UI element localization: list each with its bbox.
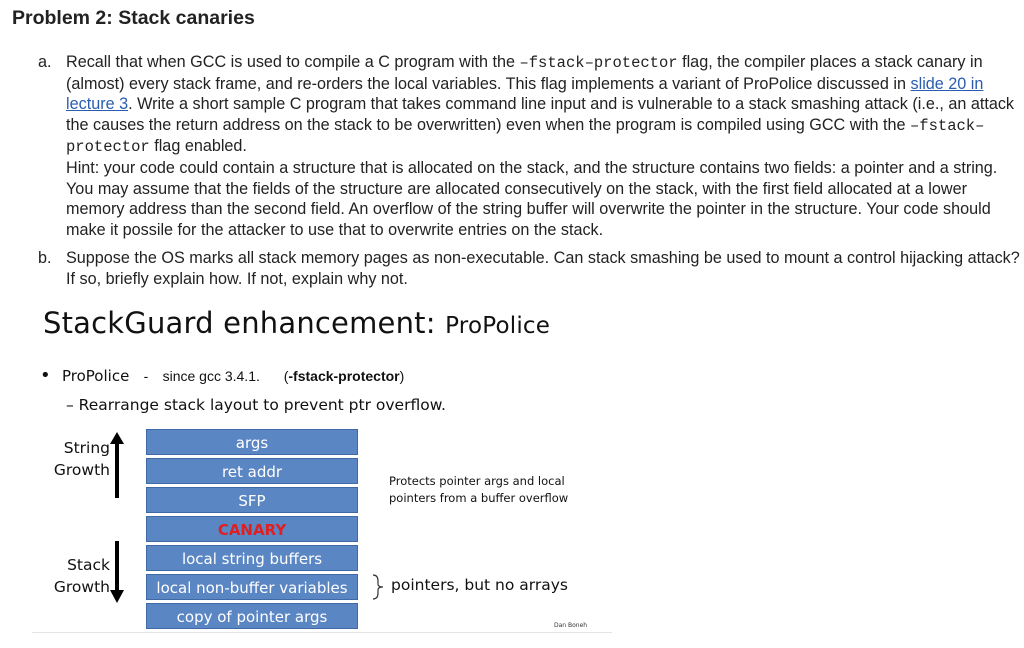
stack-growth-line-1: Stack	[67, 556, 110, 574]
brace-icon	[372, 574, 384, 600]
slide-title-main: StackGuard enhancement:	[43, 306, 436, 340]
code-flag-1: –fstack–protector	[519, 54, 678, 72]
code-flag-2: –fstack–protector	[66, 116, 985, 157]
lecture-slide-link[interactable]: slide 20 in lecture 3	[66, 74, 984, 114]
question-a-hint: Hint: your code could contain a structure that is allocated on the stack, and the structure contains two fields: a pointer and a string. You may assume that the fields of the structure are allocated consecutively on the stack, with the first field allocated at a lower memory address than the second field. An overflow of the string buffer will overwrite the pointer in the structure. Your code should make it possile for the attacker to use that to overwrite entries on the stack.	[66, 158, 998, 239]
stack-layout-diagram	[146, 429, 358, 632]
question-a-text-4: flag enabled.	[149, 137, 247, 156]
bullet-flag-close: )	[399, 368, 405, 384]
bullet-name: ProPolice	[62, 367, 130, 385]
stack-cell-local-string-buffers: local string buffers	[146, 545, 358, 571]
stack-cell-args: args	[146, 429, 358, 455]
problem-title: Problem 2: Stack canaries	[12, 7, 255, 29]
question-a-text-3: . Write a short sample C program that takes command line input and is vulnerable to a stack smashing attack (i.e., an attack the causes the return address on the stack to be overwritten) even when the program is compiled using GCC with the	[66, 95, 1015, 134]
protection-note-line-1: Protects pointer args and local	[389, 474, 565, 488]
stack-cell-ret-addr: ret addr	[146, 458, 358, 484]
stack-cell-canary: CANARY	[146, 516, 358, 542]
slide-title-sub: ProPolice	[445, 313, 551, 339]
bullet-text	[62, 367, 404, 385]
question-a-text-1: Recall that when GCC is used to compile a C program with the	[66, 53, 520, 71]
question-b-body: Suppose the OS marks all stack memory pages as non-executable. Can stack smashing be used to mount a control hijacking attack? If so, briefly explain how. If not, explain why not.	[66, 249, 1020, 288]
stack-growth-label	[50, 554, 110, 598]
protection-note	[389, 473, 568, 507]
bullet-dot-icon: •	[40, 365, 51, 386]
bullet-sep: -	[143, 368, 149, 384]
bullet-sub-rearrange: – Rearrange stack layout to prevent ptr overflow.	[66, 396, 446, 414]
up-arrow-icon	[110, 432, 124, 498]
stack-cell-sfp: SFP	[146, 487, 358, 513]
slide-title	[43, 306, 550, 340]
question-b-label: b.	[38, 249, 52, 267]
down-arrow-icon	[110, 541, 124, 603]
protection-note-line-2: pointers from a buffer overflow	[389, 491, 569, 505]
string-growth-line-1: String	[63, 439, 110, 457]
brace-label: pointers, but no arrays	[391, 576, 568, 594]
question-a-body	[66, 52, 1024, 240]
string-growth-line-2: Growth	[53, 461, 110, 479]
stack-cell-copy-of-pointer-args: copy of pointer args	[146, 603, 358, 629]
stack-cell-local-non-buffer-variables: local non-buffer variables	[146, 574, 358, 600]
slide-bottom-rule	[32, 632, 612, 633]
slide-credit: Dan Boneh	[554, 622, 588, 629]
bullet-since: since gcc 3.4.1.	[162, 368, 260, 384]
stack-growth-line-2: Growth	[53, 578, 110, 596]
question-a-label: a.	[38, 53, 52, 71]
bullet-flag: -fstack-protector	[288, 368, 400, 384]
string-growth-label	[50, 437, 110, 481]
question-a-text-2: flag, the compiler places a stack canary in (almost) every stack frame, and re-orders the local variables. This flag implements a variant of ProPolice discussed in	[66, 53, 983, 93]
bullet-flag-open: (	[283, 368, 289, 384]
